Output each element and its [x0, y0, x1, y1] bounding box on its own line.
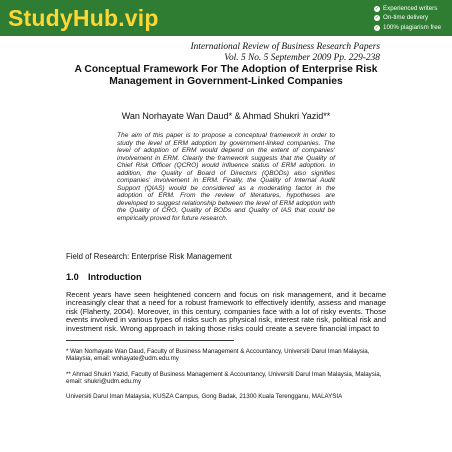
journal-name: International Review of Business Research Papers	[190, 42, 380, 52]
badge-experienced	[374, 4, 450, 13]
journal-header	[191, 42, 380, 63]
feature-badges	[374, 4, 450, 32]
paper-title: A Conceptual Framework For The Adoption of Enterprise Risk Management in Government-Linked Companies	[74, 64, 378, 87]
journal-issue: Vol. 5 No. 5 September 2009 Pp. 229-238	[224, 52, 380, 63]
footnote-divider	[66, 340, 234, 341]
site-logo[interactable]: StudyHub.vip	[8, 5, 159, 31]
footnote-author-2: ** Ahmad Shukri Yazid, Faculty of Business Management & Accountancy, Universiti Darul Iman Malaysia, Malaysia, email: shukri@udm.edu.my	[66, 371, 382, 386]
section-title: Introduction	[88, 272, 142, 282]
check-icon: ✓	[374, 24, 380, 31]
badge-label: 100% plagiarism free	[383, 23, 442, 31]
footnote-address: Universiti Darul Iman Malaysia, KUSZA Campus, Gong Badak, 21300 Kuala Terengganu, MALAYSIA	[66, 393, 343, 400]
section-number: 1.0	[66, 272, 79, 282]
header-banner	[0, 0, 452, 36]
section-heading	[66, 272, 142, 282]
check-icon: ✓	[374, 5, 380, 12]
footnote-author-1: * Wan Norhayate Wan Daud, Faculty of Business Management & Accountancy, Universiti Darul Iman Malaysia, Malaysia, email: wnhayate@udm.edu.my	[66, 348, 370, 363]
badge-label: On-time delivery	[383, 14, 429, 22]
badge-on-time	[374, 13, 450, 22]
badge-label: Experienced writers	[383, 5, 438, 12]
field-of-research: Field of Research: Enterprise Risk Management	[66, 252, 232, 261]
check-icon: ✓	[374, 15, 380, 22]
body-paragraph: Recent years have seen heightened concern and focus on risk management, and it became increasingly clear that a need for a robust framework to effectively identify, assess and manage risk (Flaherty, 2004). Moreover, in this century, companies face with a lot of risky events. Those events involved in various types of risks such as physical risk, interest rate risk, political risk and investment risk. Wrong approach in taking those risks could create a severe financial impact to	[66, 290, 386, 333]
badge-plagiarism	[374, 23, 450, 32]
paper-abstract: The aim of this paper is to propose a conceptual framework in order to study the level of ERM adoption by government-linked companies. The level of adoption of ERM would depend on the extent of companies' involvement in ERM. Clearly the framework suggests that the Quality of Chief Risk Officer (QCRO) would influence status of ERM adoption. In addition, the Quality of Board of Directors (QBODs) also signifies companies' involvement in ERM. Finally, the Quality of Internal Audit Support (QIAS) would be considered as a moderating factor in the adoption of ERM. From the review of literatures, hypotheses are developed to suggest relationship between the level of ERM adoption with the Quality of CRO, Quality of BODs and Quality of IAS that could be empirically proved for future research.	[117, 132, 335, 222]
paper-authors: Wan Norhayate Wan Daud* & Ahmad Shukri Yazid**	[121, 111, 331, 121]
document-page	[0, 36, 452, 452]
